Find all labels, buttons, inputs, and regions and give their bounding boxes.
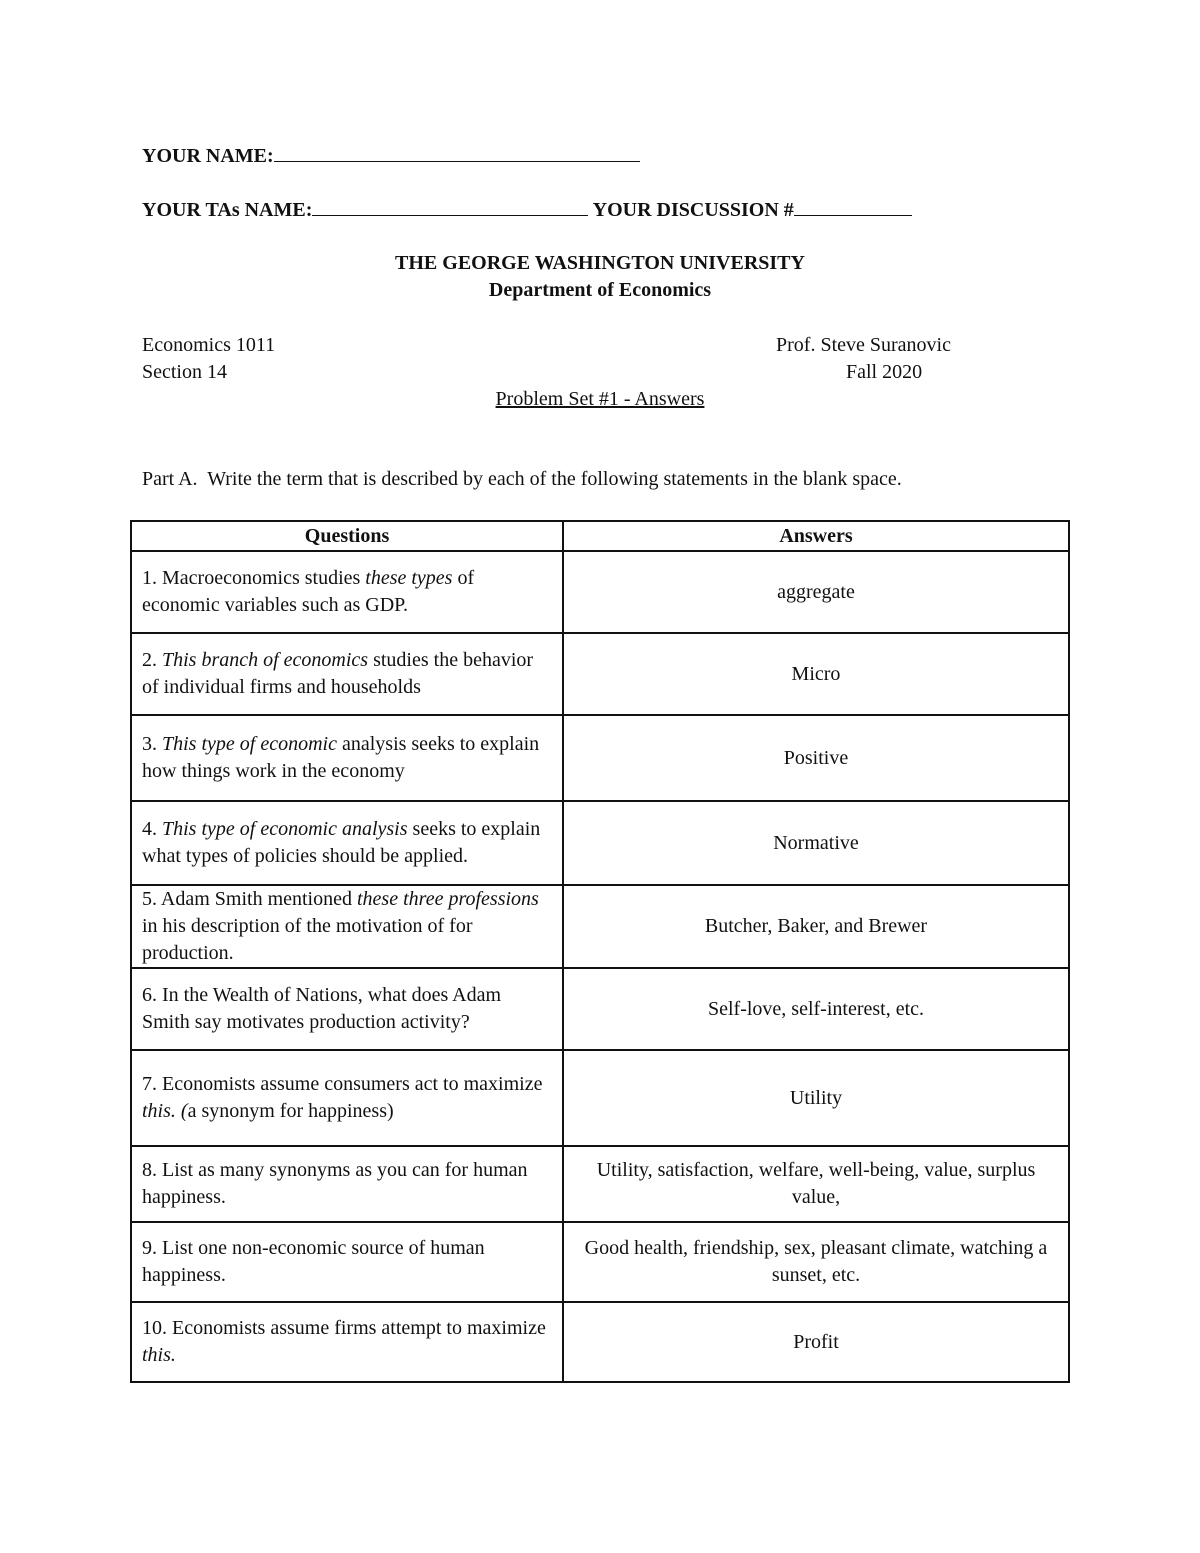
question-cell bbox=[131, 801, 563, 885]
question-text-tail: of economic variables such as GDP. bbox=[142, 567, 475, 616]
university-name: THE GEORGE WASHINGTON UNIVERSITY bbox=[395, 252, 805, 274]
question-text: 8. List as many synonyms as you can for human happiness. bbox=[142, 1159, 528, 1208]
problem-set-title: Problem Set #1 - Answers bbox=[495, 388, 705, 410]
instructions: Part A. Write the term that is described by each of the following statements in the blank space. bbox=[142, 468, 902, 490]
question-text-tail: a synonym for happiness) bbox=[187, 1100, 394, 1122]
name-field-row bbox=[142, 143, 640, 170]
question-text: 5. Adam Smith mentioned bbox=[142, 888, 357, 910]
course-section: Section 14 bbox=[142, 361, 227, 383]
answer-cell: Normative bbox=[563, 801, 1069, 885]
table-row bbox=[131, 968, 1069, 1050]
question-cell bbox=[131, 633, 563, 715]
ta-field-row bbox=[142, 197, 912, 224]
table-row bbox=[131, 633, 1069, 715]
answer-cell: Butcher, Baker, and Brewer bbox=[563, 885, 1069, 968]
question-text: 7. Economists assume consumers act to maximize bbox=[142, 1073, 543, 1095]
answer-cell: Utility, satisfaction, welfare, well-being, value, surplus value, bbox=[563, 1146, 1069, 1222]
answer-cell: Profit bbox=[563, 1302, 1069, 1382]
question-text: 1. Macroeconomics studies bbox=[142, 567, 366, 589]
answer-cell: Utility bbox=[563, 1050, 1069, 1146]
table-row bbox=[131, 1050, 1069, 1146]
answers-header: Answers bbox=[563, 521, 1069, 551]
question-text-tail: in his description of the motivation of for production. bbox=[142, 915, 473, 964]
question-text: 3. bbox=[142, 733, 162, 755]
question-text-tail: analysis seeks to explain how things work in the economy bbox=[142, 733, 540, 782]
table-row bbox=[131, 715, 1069, 801]
question-text: 6. In the Wealth of Nations, what does Adam Smith say motivates production activity? bbox=[142, 984, 502, 1033]
question-cell bbox=[131, 1302, 563, 1382]
questions-header: Questions bbox=[131, 521, 563, 551]
question-cell bbox=[131, 1050, 563, 1146]
name-label: YOUR NAME: bbox=[142, 145, 274, 167]
question-emphasis: this. bbox=[142, 1344, 176, 1366]
question-emphasis: This branch of economics bbox=[162, 649, 369, 671]
table-row bbox=[131, 801, 1069, 885]
question-emphasis: these three professions bbox=[357, 888, 539, 910]
table-row bbox=[131, 1302, 1069, 1382]
answer-cell: Micro bbox=[563, 633, 1069, 715]
term: Fall 2020 bbox=[846, 361, 923, 383]
course-title: Economics 1011 bbox=[142, 334, 276, 356]
table-row bbox=[131, 1222, 1069, 1302]
table-row bbox=[131, 885, 1069, 968]
question-text: 9. List one non-economic source of human happiness. bbox=[142, 1237, 485, 1286]
ta-label: YOUR TAs NAME: bbox=[142, 199, 313, 221]
name-blank[interactable] bbox=[274, 143, 640, 162]
answer-cell: Good health, friendship, sex, pleasant climate, watching a sunset, etc. bbox=[563, 1222, 1069, 1302]
question-cell bbox=[131, 1222, 563, 1302]
discussion-blank[interactable] bbox=[794, 197, 912, 216]
answer-cell: Positive bbox=[563, 715, 1069, 801]
question-emphasis: This type of economic analysis bbox=[162, 818, 408, 840]
professor-name: Prof. Steve Suranovic bbox=[776, 334, 951, 356]
question-cell bbox=[131, 715, 563, 801]
question-text-tail: seeks to explain what types of policies should be applied. bbox=[142, 818, 541, 867]
answer-cell: Self-love, self-interest, etc. bbox=[563, 968, 1069, 1050]
question-cell bbox=[131, 885, 563, 968]
answer-cell: aggregate bbox=[563, 551, 1069, 633]
discussion-label: YOUR DISCUSSION # bbox=[592, 199, 794, 221]
question-cell bbox=[131, 551, 563, 633]
ta-blank[interactable] bbox=[312, 197, 588, 216]
question-text: 10. Economists assume firms attempt to maximize bbox=[142, 1317, 546, 1339]
table-header-row bbox=[131, 521, 1069, 551]
table-row bbox=[131, 551, 1069, 633]
questions-table bbox=[130, 520, 1070, 1383]
department-name: Department of Economics bbox=[488, 279, 712, 301]
question-cell bbox=[131, 1146, 563, 1222]
question-emphasis: This type of economic bbox=[162, 733, 337, 755]
question-cell bbox=[131, 968, 563, 1050]
question-text-tail: studies the behavior of individual firms and households bbox=[142, 649, 534, 698]
question-text: 2. bbox=[142, 649, 162, 671]
question-emphasis: this. ( bbox=[142, 1100, 188, 1122]
question-emphasis: these types bbox=[365, 567, 453, 589]
table-row bbox=[131, 1146, 1069, 1222]
question-text: 4. bbox=[142, 818, 162, 840]
